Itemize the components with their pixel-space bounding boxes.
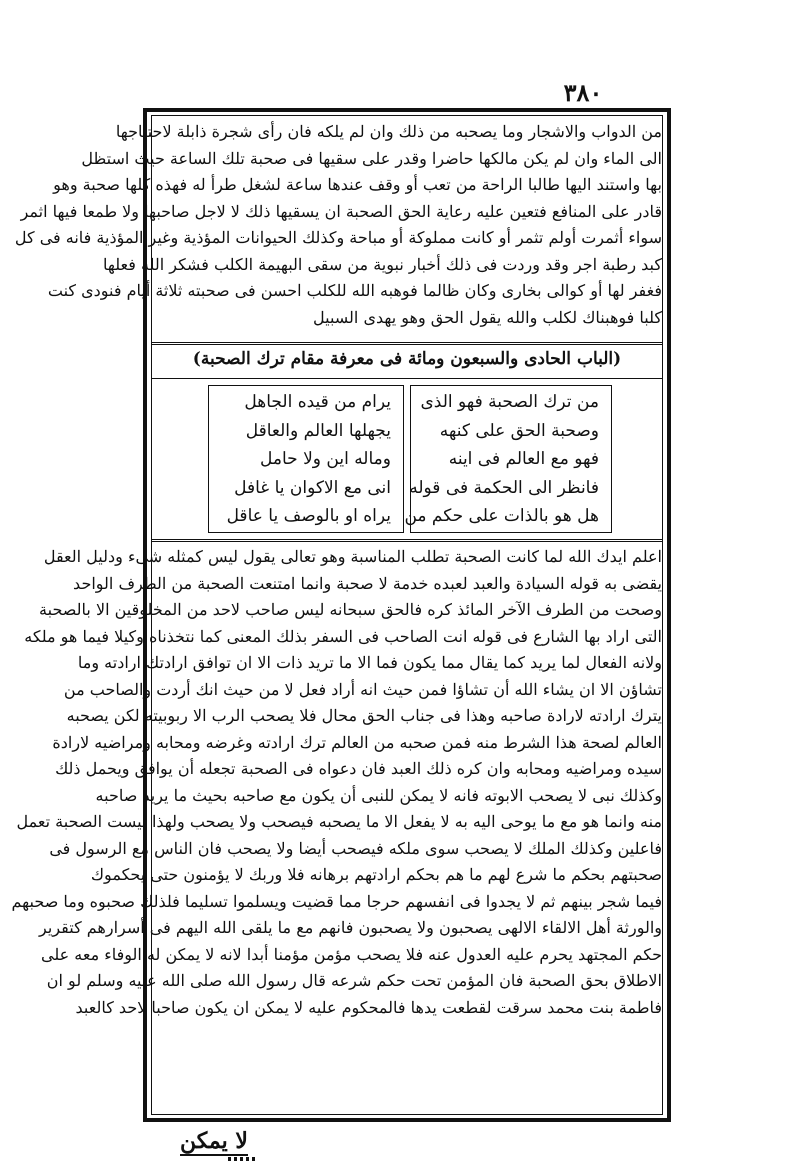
text-line: بها واستند اليها طالبا الراحة من تعب أو وقف عندها ساعة لشغل طرأ له فهذه كلها صحبة وهو [53,175,662,194]
text-line: تشاؤن الا ان يشاء الله أن تشاؤا فمن حيث انه أراد فعل لا من حيث انك أردت والصاحب من [63,679,662,699]
text-line: قادر على المنافع فتعين عليه رعاية الحق الصحبة ان يسقيها ذلك لا لاجل صاحبها ولا طمعا فيها اثمر [20,201,662,221]
verse-line: يرام من قيده الجاهل [244,392,391,412]
verse-line: فانظر الى الحكمة فى قوله [409,477,599,498]
text-line: الاطلاق بحق الصحبة فان المؤمن تحت حكم شرعه قال رسول الله صلى الله عليه وسلم لو ان [46,971,662,990]
verse-line: هل هو بالذات على حكم من [404,506,599,526]
chapter-heading: (الباب الحادى والسبعون ومائة فى معرفة مقام ترك الصحبة) [192,349,622,369]
catchword: لا يمكن [180,1128,248,1154]
text-line: منه وانما هو مع ما يوحى اليه به لا يفعل الا ما يصحبه فيصحب ولا يصحب ولهذا ليست الصحبة تعمل [16,812,662,831]
text-line: فاعلين وكذلك الملك لا يصحب سوى ملكه فيصحب أيضا ولا يصحب فان الناس مع الرسول فى [49,838,662,858]
main-paragraph [11,544,662,1021]
verse-line: من ترك الصحبة فهو الذى [420,392,599,412]
verses-bottom-rule [151,539,663,542]
catchword-mark [228,1157,258,1161]
text-line: ولانه الفعال لما يريد كما يقال مما يكون فما الا ما تريد ذات الا ان توافق ارادتك ارادته وما [77,653,662,672]
text-line: حكم المجتهد يحرم عليه العدول عنه فلا يصحب مؤمن مؤمنا أبدا لانه لا يمكن له الوفاء معه على [41,944,662,964]
text-line: يترك ارادته لارادة صاحبه وهذا فى جناب الحق محال فلا يصحب الرب الا ربوبيته لكن يصحبه [66,706,662,725]
text-line: فغفر لها أو كوالى بخارى وكان ظالما فوهبه الله للكلب احسن فى صحبته ثلاثة أيام فنودى كنت [47,281,662,300]
text-line: سواء أثمرت أولم تثمر أو كانت مملوكة أو مباحة وكذلك الحيوانات المؤذية وغير المؤذية فانه فى كل [14,228,662,247]
text-line: وكذلك نبى لا يصحب الابوته فانه لا يمكن للنبى أن يكون مع صاحبه بحيث ما يريد صاحبه [95,785,662,805]
text-line: سيده ومراضيه ومحابه وان كره ذلك العبد فان دعواه فى الصحبة تجعله أن يوافق ويحمل ذلك [55,759,662,778]
text-line: التى اراد بها الشارع فى قوله انت الصاحب فى السفر بذلك المعنى كما نتخذناه وكيلا فيما هو ملكه [24,626,662,646]
text-line: والورثة أهل الالقاء الالهى يصحبون ولا يصحبون فانهم مع ما يلقى الله اليهم فى أسرارهم كتقرير [39,918,662,937]
verse-column-right [404,385,612,533]
text-line: من الدواب والاشجار وما يصحبه من ذلك وان لم يلكه فان رأى شجرة ذابلة لاحتياجها [115,122,662,141]
heading-bottom-rule [151,378,663,379]
text-line: صحبتهم بحكم ما شرع لهم ما هم بحكم ارادتهم برهانه فلا وربك لا يؤمنون حتى يحكموك [90,865,662,884]
verse-line: وماله اين ولا حامل [260,449,391,469]
text-line: الى الماء وان لم يكن مالكها حاضرا وقدر على سقيها فى صحبة تلك الساعة حيث استظل [81,148,662,168]
top-paragraph [14,119,662,331]
verse-column-left [208,385,404,533]
text-line: يقضى به قوله السيادة والعبد لعبده خدمة لا صحبة وانما امتنعت الصحبة من الطرف الواحد [73,573,662,593]
verse-line: فهو مع العالم فى اينه [448,449,599,469]
heading-top-rule [151,342,663,345]
text-line: فاطمة بنت محمد سرقت لقطعت يدها فالمحكوم عليه لا يمكن ان يكون صاحبا لاحد كالعبد [75,997,662,1017]
text-line: كبد رطبة اجر وقد وردت فى ذلك أخبار نبوية من سقى البهيمة الكلب فشكر الله فعلها [102,254,662,274]
verse-line: يراه او بالوصف يا عاقل [226,506,391,526]
text-line: وصحت من الطرف الآخر المائذ كره فالحق سبحانه ليس صاحب لاحد من المخلوقين الا بالصحبة [39,600,662,619]
page-number: ٣٨٠ [563,78,603,107]
verse-line: وصحبة الحق على كنهه [439,420,599,441]
text-line: كلبا فوهبناك لكلب والله يقول الحق وهو يهدى السبيل [313,307,662,327]
verse-line: يجهلها العالم والعاقل [245,420,391,441]
text-line: اعلم ايدك الله لما كانت الصحبة تطلب المناسبة وهو تعالى يقول ليس كمثله شىء ودليل العقل [43,547,662,566]
text-line: فيما شجر بينهم ثم لا يجدوا فى انفسهم حرجا مما قضيت ويسلموا تسليما فلذلك صحبوه وما صحبهم [11,891,662,911]
verse-line: انى مع الاكوان يا غافل [234,477,391,498]
text-line: العالم لصحة هذا الشرط منه فمن صحبه من العالم ترك ارادته وغرضه ومحابه ومراضيه لارادة [52,732,662,752]
